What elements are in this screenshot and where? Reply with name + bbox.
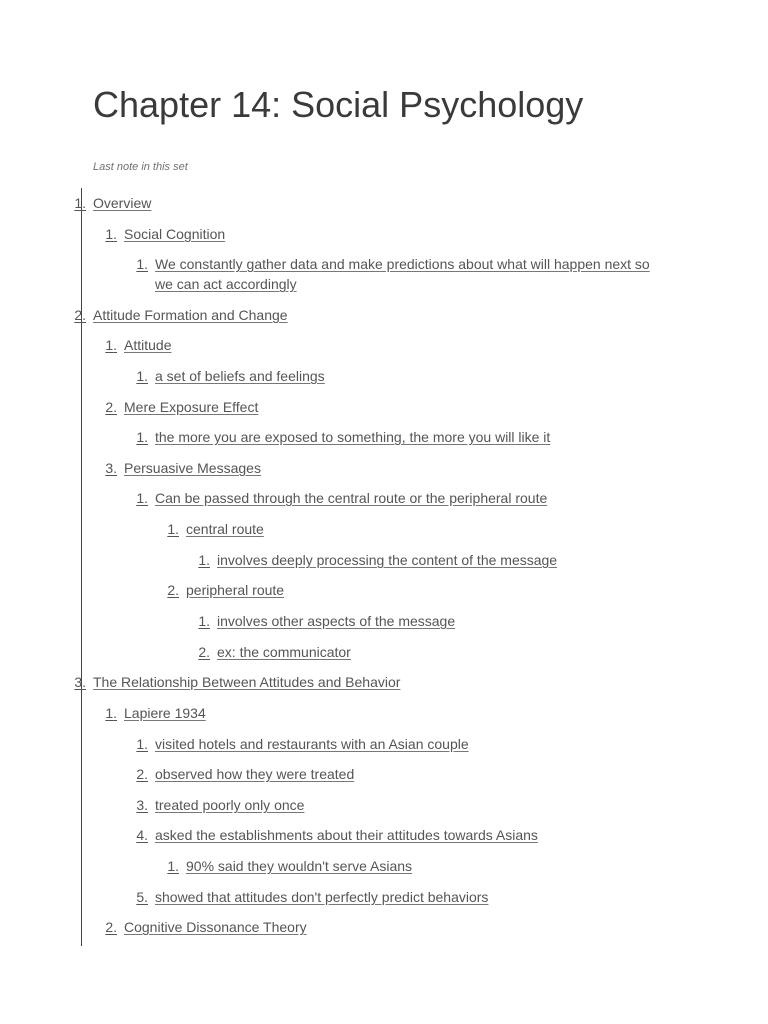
outline-item: 4. asked the establishments about their attitudes towards Asians (136, 827, 538, 843)
outline-item: 2. Attitude Formation and Change (74, 307, 288, 323)
outline-item: 1. Social Cognition (105, 226, 226, 242)
outline-item: 3. The Relationship Between Attitudes and Behavior (74, 674, 401, 690)
outline-item: 1. central route (167, 521, 264, 537)
note-subtitle: Last note in this set (93, 161, 188, 173)
outline-item: 2. observed how they were treated (136, 766, 355, 782)
outline-item-continuation: we can act accordingly (155, 276, 297, 292)
page-title: Chapter 14: Social Psychology (93, 84, 584, 125)
outline-item: 1. We constantly gather data and make predictions about what will happen next so (136, 256, 650, 272)
outline-item: 1. the more you are exposed to something, the more you will like it (136, 429, 551, 445)
outline-item: 3. treated poorly only once (136, 797, 305, 813)
outline-item: 1. a set of beliefs and feelings (136, 368, 325, 384)
outline-item: 1. Attitude (105, 337, 172, 353)
outline-item: 2. ex: the communicator (198, 644, 351, 660)
outline-item: 5. showed that attitudes don't perfectly predict behaviors (136, 889, 489, 905)
outline-guide-line (81, 188, 82, 946)
outline-item: 1. Can be passed through the central route or the peripheral route (136, 490, 548, 506)
outline-item: 1. Overview (74, 195, 152, 211)
outline-item: 2. Cognitive Dissonance Theory (105, 919, 307, 935)
outline-item: 2. peripheral route (167, 582, 285, 598)
outline-item: 1. involves other aspects of the message (198, 613, 456, 629)
outline-item: 1. visited hotels and restaurants with an Asian couple (136, 736, 469, 752)
outline-item: 1. Lapiere 1934 (105, 705, 206, 721)
outline-item: 1. involves deeply processing the content of the message (198, 552, 558, 568)
outline-item: 2. Mere Exposure Effect (105, 399, 259, 415)
outline-item: 3. Persuasive Messages (105, 460, 261, 476)
outline-item: 1. 90% said they wouldn't serve Asians (167, 858, 413, 874)
